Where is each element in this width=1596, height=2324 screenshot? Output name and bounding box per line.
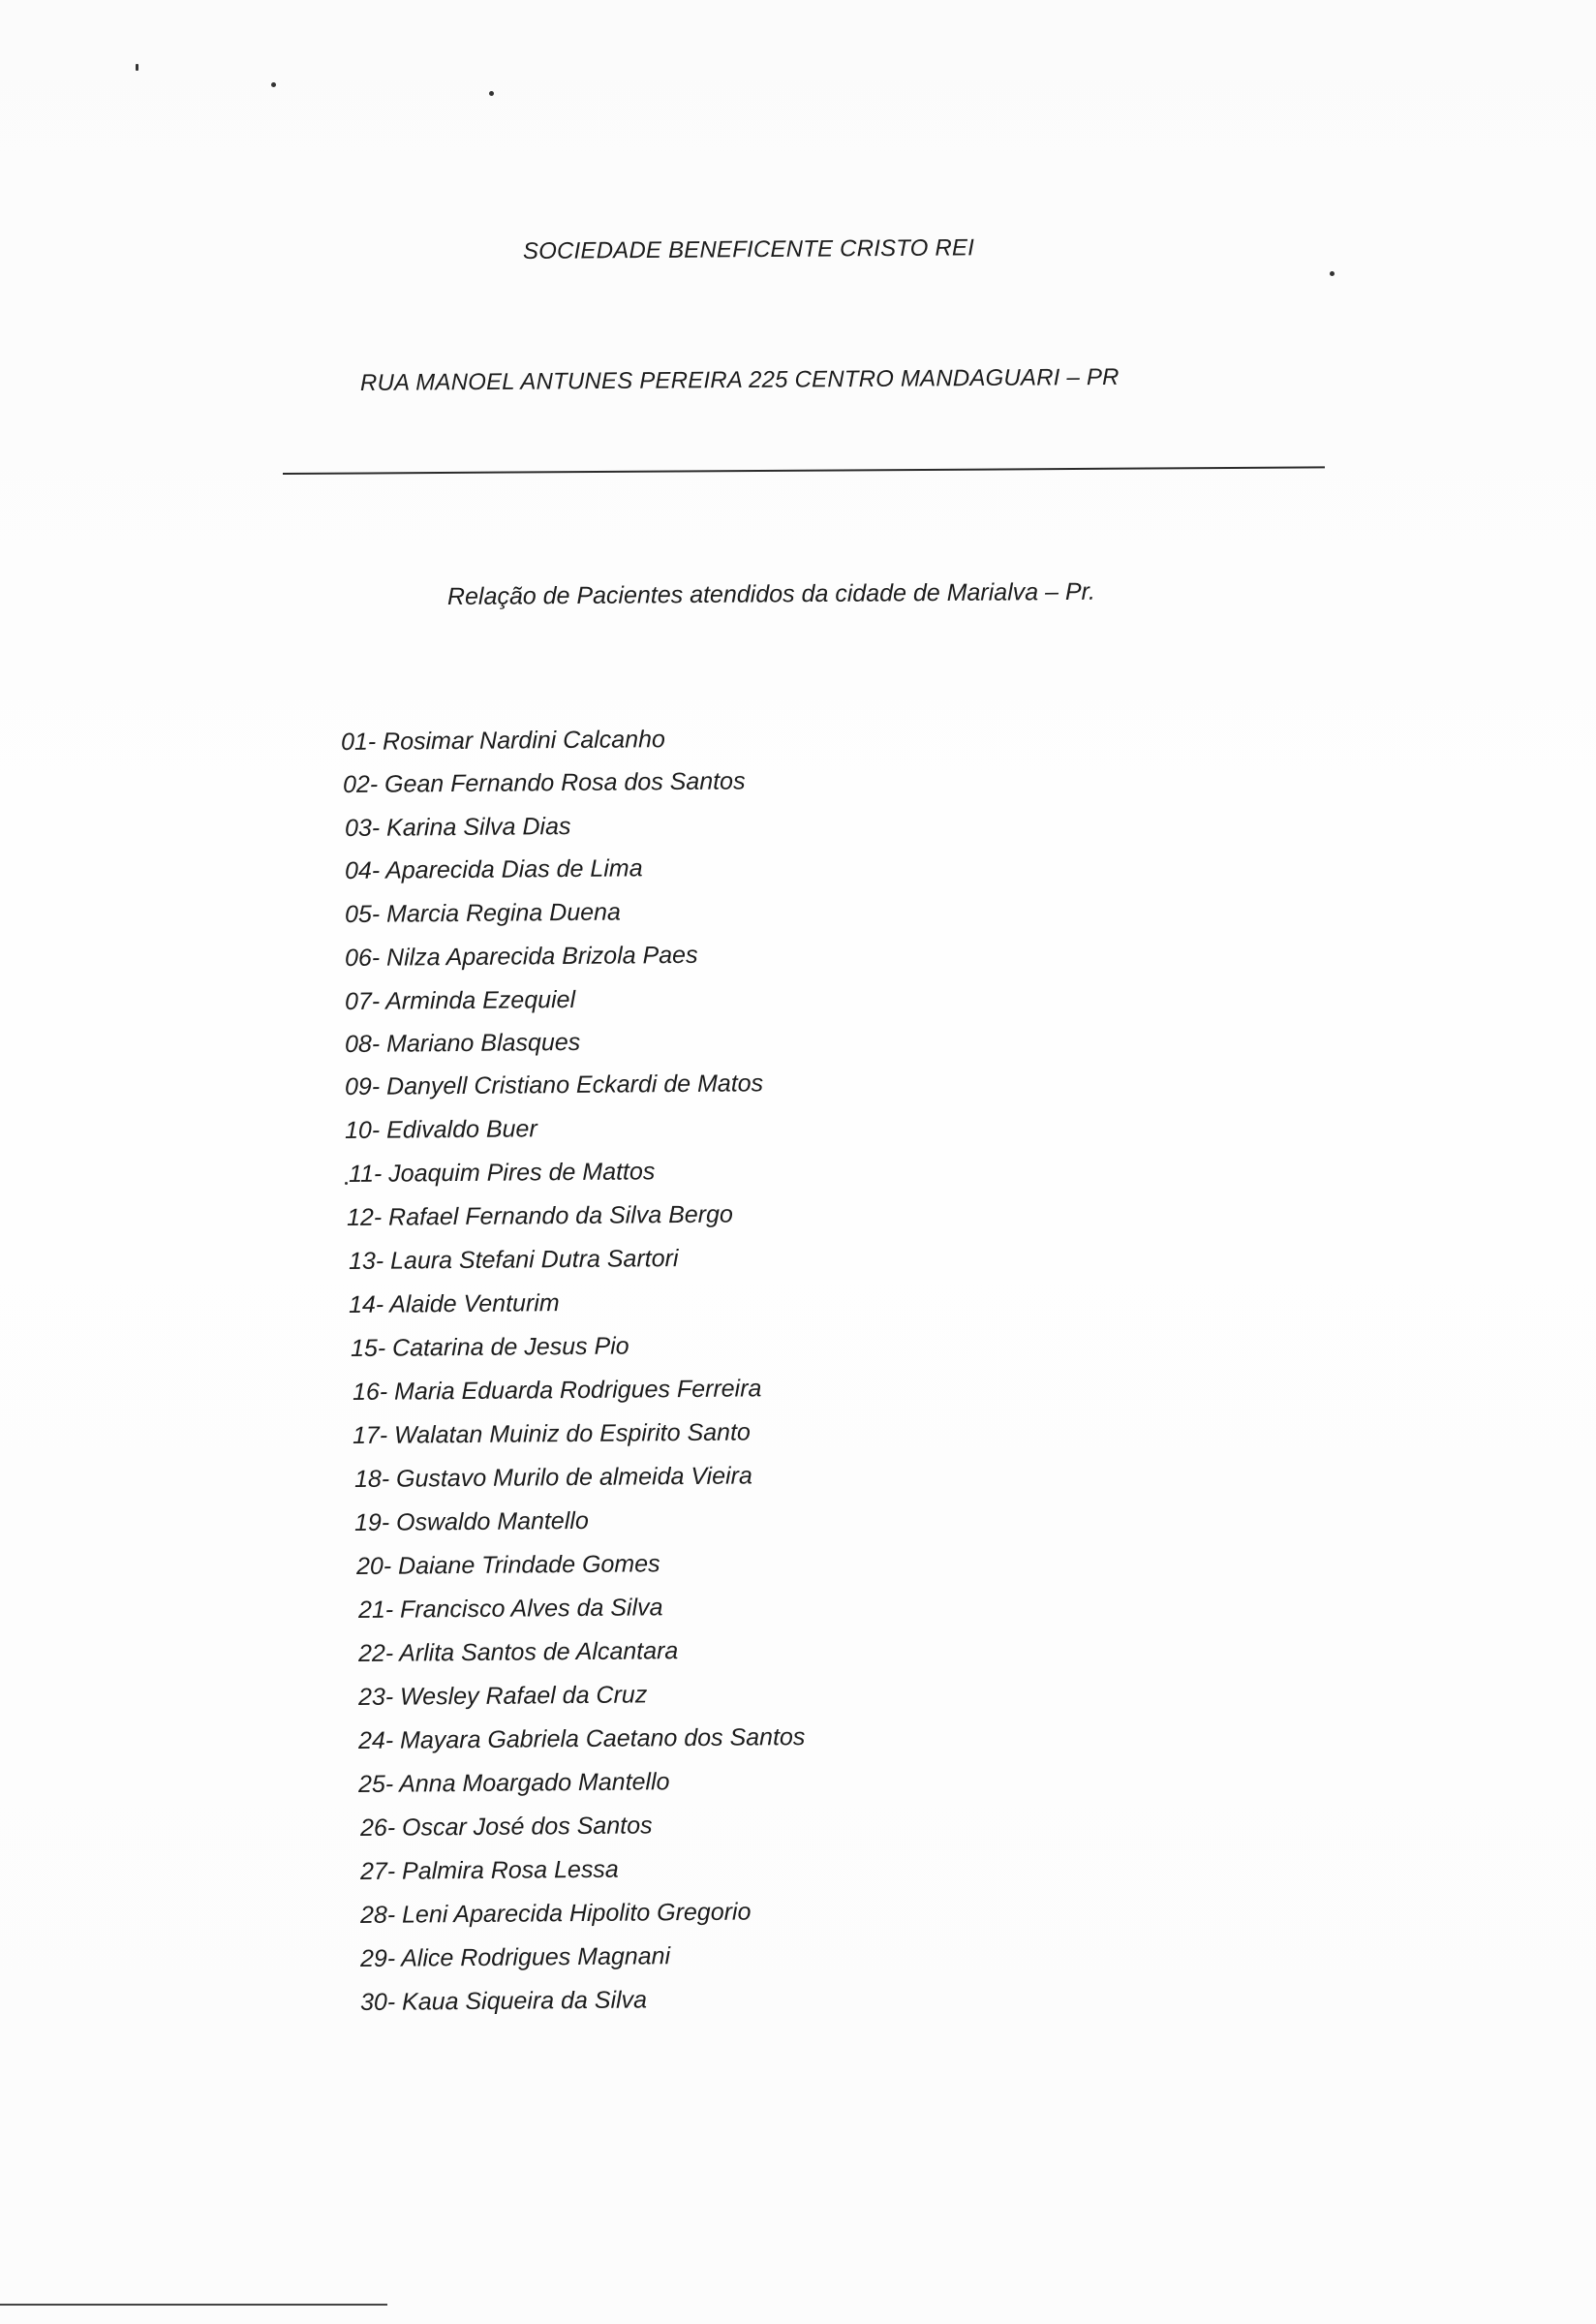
- patient-entry: 01- Rosimar Nardini Calcanho: [340, 726, 665, 756]
- patient-entry: 22- Arlita Santos de Alcantara: [357, 1637, 679, 1667]
- organization-address: RUA MANOEL ANTUNES PEREIRA 225 CENTRO MANDAGUARI – PR: [359, 363, 1120, 396]
- patient-entry: 05- Marcia Regina Duena: [344, 898, 621, 928]
- patient-entry: 02- Gean Fernando Rosa dos Santos: [342, 767, 746, 798]
- patient-entry: 12- Rafael Fernando da Silva Bergo: [346, 1200, 733, 1231]
- scan-speck: [136, 64, 138, 71]
- scan-speck: [1330, 271, 1335, 276]
- patient-entry: 08- Mariano Blasques: [344, 1028, 581, 1058]
- patient-entry: 27- Palmira Rosa Lessa: [359, 1855, 619, 1885]
- patient-entry: 30- Kaua Siqueira da Silva: [359, 1986, 648, 2016]
- patient-entry: 19- Oswaldo Mantello: [353, 1506, 589, 1536]
- scan-speck: [345, 1182, 348, 1185]
- patient-entry: 25- Anna Moargado Mantello: [357, 1768, 670, 1798]
- patient-entry: 26- Oscar José dos Santos: [359, 1812, 653, 1842]
- patient-entry: 10- Edivaldo Buer: [344, 1115, 537, 1144]
- scan-edge-line: [0, 2304, 387, 2306]
- patient-entry: 11- Joaquim Pires de Mattos: [348, 1158, 656, 1188]
- patient-entry: 07- Arminda Ezequiel: [344, 985, 576, 1015]
- patient-entry: 14- Alaide Venturim: [348, 1289, 560, 1318]
- scan-speck: [271, 82, 276, 87]
- patient-entry: 09- Danyell Cristiano Eckardi de Matos: [344, 1069, 764, 1100]
- patient-entry: 04- Aparecida Dias de Lima: [344, 854, 643, 884]
- patient-entry: 24- Mayara Gabriela Caetano dos Santos: [357, 1722, 806, 1754]
- patient-entry: 29- Alice Rodrigues Magnani: [359, 1942, 671, 1972]
- patient-entry: 23- Wesley Rafael da Cruz: [357, 1681, 648, 1711]
- document-subtitle: Relação de Pacientes atendidos da cidade de Marialva – Pr.: [446, 577, 1096, 610]
- organization-name: SOCIEDADE BENEFICENTE CRISTO REI: [522, 234, 975, 264]
- patient-entry: 03- Karina Silva Dias: [344, 812, 571, 842]
- scan-speck: [489, 91, 494, 96]
- patient-entry: 13- Laura Stefani Dutra Sartori: [348, 1245, 679, 1275]
- patient-entry: 20- Daiane Trindade Gomes: [355, 1550, 660, 1580]
- patient-entry: 28- Leni Aparecida Hipolito Gregorio: [359, 1898, 752, 1929]
- patient-entry: 06- Nilza Aparecida Brizola Paes: [344, 941, 698, 972]
- patient-entry: 18- Gustavo Murilo de almeida Vieira: [353, 1462, 752, 1493]
- patient-entry: 17- Walatan Muiniz do Espirito Santo: [352, 1418, 751, 1449]
- patient-entry: 15- Catarina de Jesus Pio: [350, 1332, 629, 1362]
- patient-entry: 21- Francisco Alves da Silva: [357, 1594, 663, 1624]
- patient-entry: 16- Maria Eduarda Rodrigues Ferreira: [352, 1375, 762, 1406]
- header-divider: [283, 466, 1325, 475]
